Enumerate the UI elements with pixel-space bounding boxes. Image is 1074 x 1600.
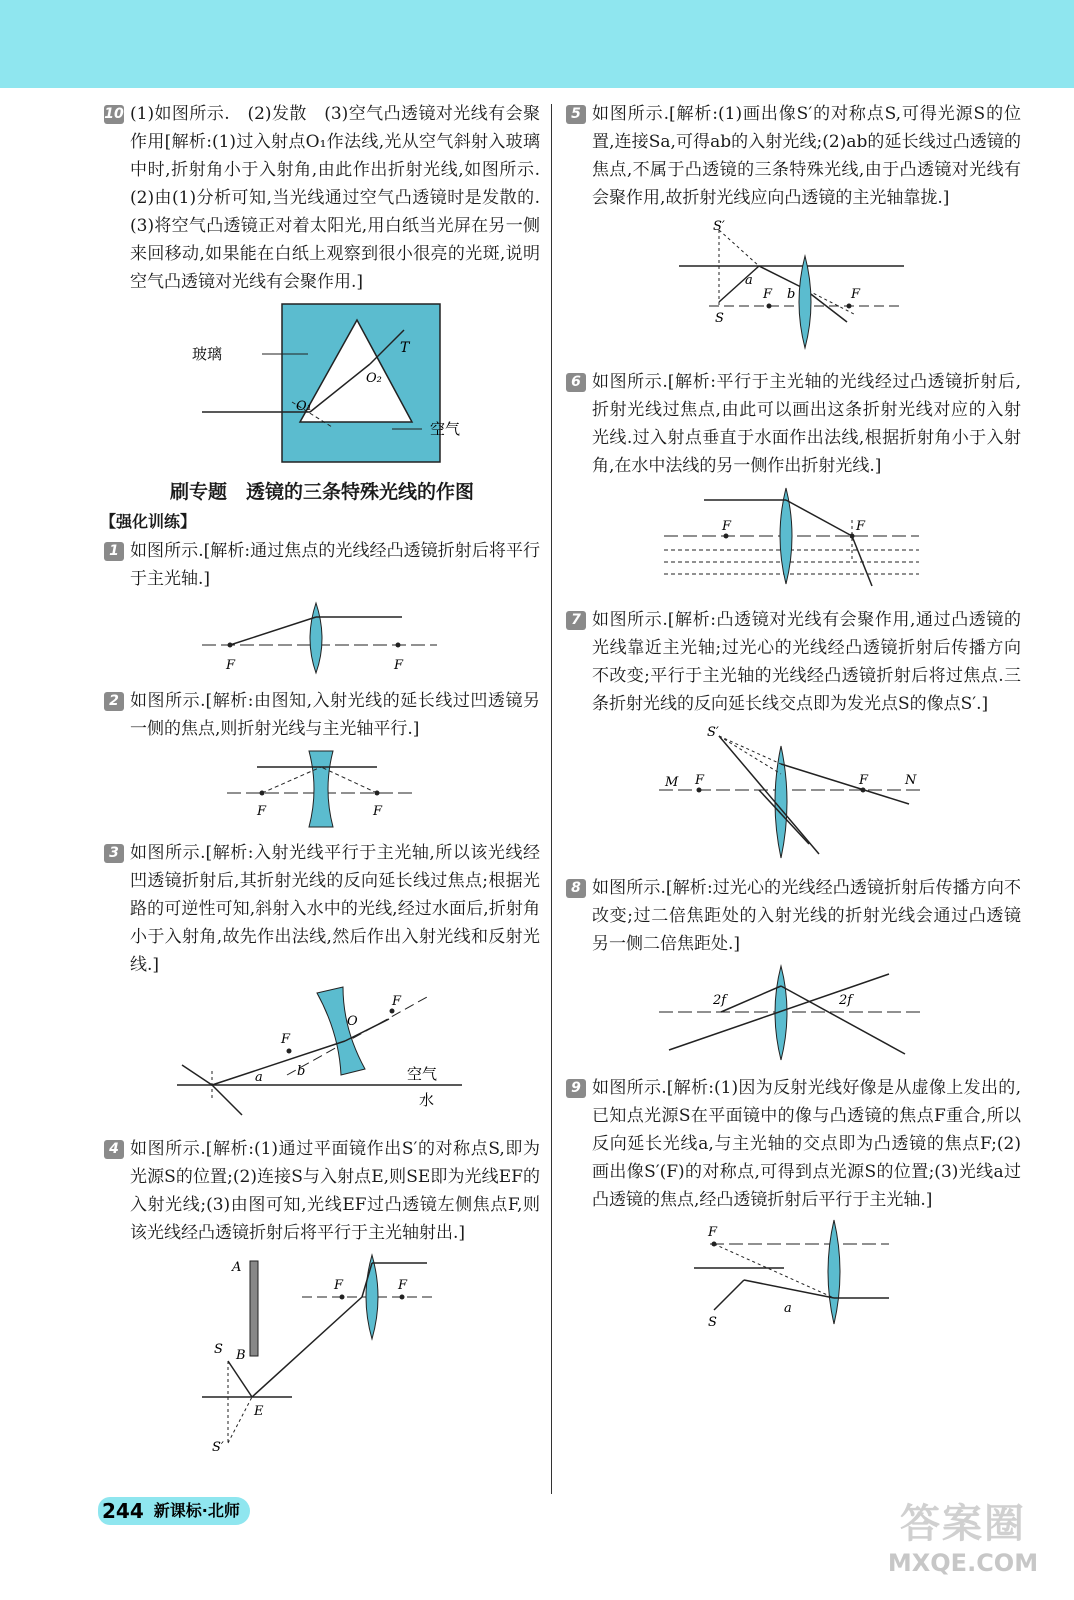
label-e: E <box>254 1404 264 1419</box>
item-number-badge: 6 <box>566 373 586 392</box>
answer-item-3 <box>104 839 540 979</box>
focus-point <box>400 1295 405 1300</box>
item-number-badge: 3 <box>104 844 124 863</box>
label-s: S <box>714 311 724 326</box>
reflected-ray <box>252 1297 362 1397</box>
focus-label: F <box>850 287 860 302</box>
training-heading: 【强化训练】 <box>100 512 197 531</box>
top-color-band <box>0 0 1074 88</box>
answer-item-6 <box>566 368 1021 480</box>
focus-point <box>696 788 701 793</box>
focus-label: F <box>281 1032 291 1047</box>
series-name: 新课标·北师 <box>148 1497 250 1525</box>
figure-2-concave-lens <box>227 749 417 829</box>
air-label: 空气 <box>430 420 461 438</box>
figure-6-lens-water <box>664 486 924 596</box>
incident-ray <box>714 1280 744 1310</box>
focus-point <box>846 304 851 309</box>
focus-label: F <box>762 287 772 302</box>
o1-label: O₁ <box>296 399 312 414</box>
figure-10-air-lens <box>192 302 461 467</box>
parallel-refracted <box>781 764 909 804</box>
focus-label: F <box>855 519 865 534</box>
incident-ray <box>721 986 781 1012</box>
answer-item-9 <box>566 1074 1021 1214</box>
focus-label: F <box>334 1278 344 1293</box>
ray-a-label: a <box>783 1301 792 1316</box>
section-title: 刷专题 透镜的三条特殊光线的作图 <box>169 481 474 503</box>
focus-point <box>860 788 865 793</box>
figure-4-mirror-lens <box>202 1253 442 1453</box>
opaque-plate <box>250 1261 258 1356</box>
item-number-badge: 5 <box>566 105 586 124</box>
reflected-ray <box>759 266 803 288</box>
focus-label: F <box>721 519 731 534</box>
focus-label: F <box>858 773 868 788</box>
answer-text: 如图所示.[解析:平行于主光轴的光线经过凸透镜折射后,折射光线过焦点,由此可以画出这条折射光线对应的入射光线.过入射点垂直于水面作出法线,根据折射角小于入射角,在水中法线的另一侧作出折射光线.] <box>592 372 1021 476</box>
item-number-badge: 2 <box>104 692 124 711</box>
item-number-badge: 10 <box>104 106 124 122</box>
water-label: 水 <box>419 1091 435 1109</box>
left-column <box>100 100 540 1463</box>
figure-8-twice-focal <box>659 964 929 1064</box>
label-m: M <box>664 775 678 790</box>
label-a: a <box>744 273 753 288</box>
answer-text: 如图所示.[解析:入射光线平行于主光轴,所以该光线经凹透镜折射后,其折射光线的反向延长线过焦点;根据光路的可逆性可知,斜射入水中的光线,经过水面后,折射角小于入射角,故先作出法线,然后作出入射光线和反射光线.] <box>130 843 540 975</box>
convex-lens <box>799 256 811 348</box>
answer-item-4 <box>104 1135 540 1247</box>
label-s-prime: S′ <box>706 725 719 740</box>
extension-line <box>321 767 377 793</box>
answer-item-8 <box>566 874 1021 958</box>
o2-label: O₂ <box>366 371 382 386</box>
label-s: S <box>214 1342 223 1357</box>
focus-point <box>390 1009 395 1014</box>
focus-point <box>228 643 233 648</box>
twof-label: 2f <box>712 993 726 1008</box>
answer-text: (1)如图所示. (2)发散 (3)空气凸透镜对光线有会聚作用[解析:(1)过入射点O₁作法线,光从空气斜射入玻璃中时,折射角小于入射角,由此作出折射光线,如图所示.(2)由(1)分析可知,当光线通过空气凸透镜时是发散的.(3)将空气凸透镜正对着太阳光,用白纸当光屏在另一侧来回移动,如果能在白纸上观察到很小很亮的光斑,说明空气凸透镜对光线有会聚作用.] <box>130 104 540 292</box>
t-label: T <box>400 340 410 356</box>
concave-lens <box>309 751 333 827</box>
focus-point <box>711 1242 716 1247</box>
optical-center-label: O <box>347 1014 358 1029</box>
back-extension <box>719 736 781 774</box>
refracted-ray <box>786 500 852 536</box>
focus-label: F <box>392 994 402 1009</box>
answer-item-10 <box>104 100 540 296</box>
point-b-label: b <box>297 1064 306 1079</box>
focus-point <box>375 791 380 796</box>
answer-text: 如图所示.[解析:过光心的光线经凸透镜折射后传播方向不改变;过二倍焦距处的入射光线的折射光线会通过凸透镜另一侧二倍焦距处.] <box>592 878 1021 954</box>
column-divider <box>551 104 552 1494</box>
right-column <box>566 100 1021 1340</box>
answer-item-1 <box>104 537 540 593</box>
extension-line <box>262 767 321 793</box>
figure-5-mirror-lens <box>679 218 909 358</box>
answer-text: 如图所示.[解析:通过焦点的光线经凸透镜折射后将平行于主光轴.] <box>130 541 540 589</box>
focus-point <box>340 1295 345 1300</box>
watermark-url: MXQE.COM <box>887 1549 1039 1577</box>
water-refracted-ray <box>212 1085 242 1115</box>
item-number-badge: 7 <box>566 611 586 630</box>
point-a-label: a <box>255 1070 263 1085</box>
figure-7-virtual-image <box>659 724 929 864</box>
item-number-badge: 9 <box>566 1079 586 1098</box>
item-number-badge: 8 <box>566 879 586 898</box>
focus-label: F <box>394 658 404 673</box>
reflected-ray <box>182 1065 212 1085</box>
figure-3-concave-water <box>177 985 467 1125</box>
answer-text: 如图所示.[解析:凸透镜对光线有会聚作用,通过凸透镜的光线靠近主光轴;过光心的光线经凸透镜折射后传播方向不改变;平行于主光轴的光线经凸透镜折射后将过焦点.三条折射光线的反向延长线交点即为发光点S的像点S′.] <box>592 610 1021 714</box>
air-label: 空气 <box>407 1065 438 1083</box>
incident-ray <box>228 1361 252 1397</box>
twof-label: 2f <box>838 993 852 1008</box>
incident-ray <box>230 617 316 645</box>
convex-lens <box>366 1255 378 1339</box>
incident-ray <box>719 266 759 302</box>
label-s-prime: S′ <box>212 1440 224 1455</box>
incident-ray <box>212 1041 345 1085</box>
center-ray <box>719 736 819 854</box>
item-number-badge: 4 <box>104 1140 124 1159</box>
label-b: B <box>236 1348 246 1363</box>
answer-item-7 <box>566 606 1021 718</box>
focus-point <box>766 304 771 309</box>
label-n: N <box>904 773 916 788</box>
answer-text: 如图所示.[解析:(1)画出像S′的对称点S,可得光源S的位置,连接Sa,可得ab的入射光线;(2)ab的延长线过凸透镜的焦点,不属于凸透镜的三条特殊光线,由于凸透镜对光线有会聚作用,故折射光线应向凸透镜的主光轴靠拢.] <box>592 104 1021 208</box>
label-b: b <box>786 287 795 302</box>
page-number: 244 <box>98 1497 148 1525</box>
water-refracted-ray <box>852 536 872 586</box>
answer-text: 如图所示.[解析:(1)因为反射光线好像是从虚像上发出的,已知点光源S在平面镜中的像与凸透镜的焦点F重合,所以反向延长光线a,与主光轴的交点即为凸透镜的焦点F;(2)画出像S′(F)的对称点,可得到点光源S的位置;(3)光线a过凸透镜的焦点,经凸透镜折射后平行于主光轴.] <box>592 1078 1021 1210</box>
concave-lens <box>317 987 365 1075</box>
figure-9-mirror-lens <box>694 1220 894 1330</box>
figure-1-convex-lens <box>202 599 442 677</box>
convex-lens <box>310 603 322 673</box>
answer-item-5 <box>566 100 1021 212</box>
virtual-ray <box>719 230 759 266</box>
convex-lens <box>828 1220 840 1324</box>
focus-point <box>260 791 265 796</box>
focus-point <box>396 643 401 648</box>
focus-point <box>849 534 854 539</box>
answer-item-2 <box>104 687 540 743</box>
focus-label: F <box>398 1278 408 1293</box>
extension-line <box>714 1244 834 1298</box>
focus-label: F <box>373 804 383 819</box>
watermark <box>868 1500 1058 1590</box>
answer-text: 如图所示.[解析:由图知,入射光线的延长线过凹透镜另一侧的焦点,则折射光线与主光轴平行.] <box>130 691 540 739</box>
back-extension <box>719 736 781 764</box>
focus-point <box>287 1049 292 1054</box>
focus-label: F <box>694 773 704 788</box>
focus-label: F <box>226 658 236 673</box>
label-s: S <box>707 1315 717 1330</box>
focus-label: F <box>257 804 267 819</box>
focus-point <box>723 534 728 539</box>
watermark-logo: 答案圈 <box>900 1501 1026 1547</box>
label-a: A <box>232 1260 242 1275</box>
ray-a <box>744 1280 834 1298</box>
label-s-prime: S′ <box>712 219 725 234</box>
convex-lens <box>775 746 787 858</box>
virtual-ray <box>228 1397 252 1443</box>
item-number-badge: 1 <box>104 542 124 561</box>
page-footer <box>98 1497 250 1525</box>
glass-label: 玻璃 <box>192 345 223 363</box>
focus-label: F <box>707 1225 717 1240</box>
answer-text: 如图所示.[解析:(1)通过平面镜作出S′的对称点S,即为光源S的位置;(2)连接S与入射点E,则SE即为光线EF的入射光线;(3)由图可知,光线EF过凸透镜左侧焦点F,则该光线经凸透镜折射后将平行于主光轴射出.] <box>130 1139 540 1243</box>
